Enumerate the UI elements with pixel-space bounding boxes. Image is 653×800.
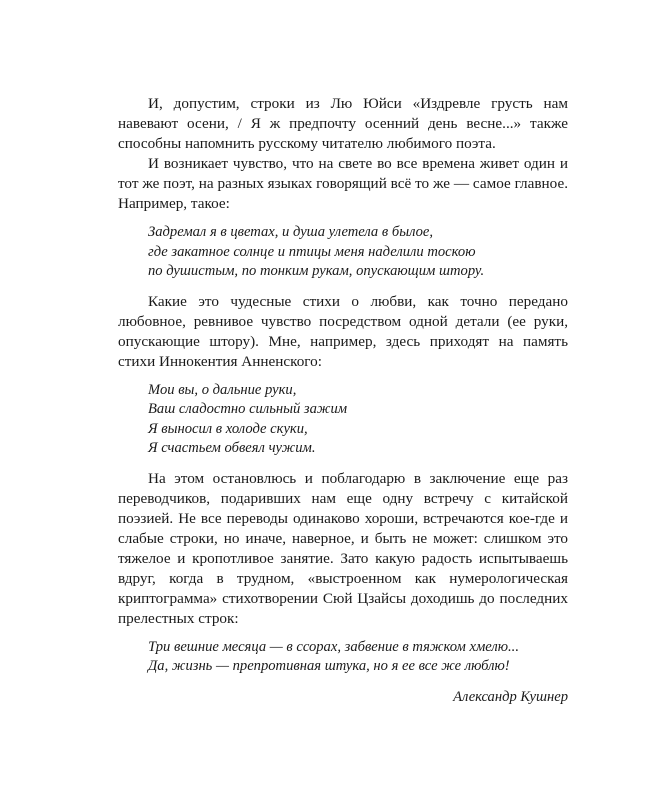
verse-quote xyxy=(148,638,568,677)
paragraph: На этом остановлюсь и поблагодарю в заключение еще раз переводчиков, подаривших нам еще одну встречу с китайской поэзией. Не все переводы одинаково хороши, встречаются кое-где и слабые строки, но иначе, наверное, и быть не может: слишком это тяжелое и кропотливое занятие. Зато какую радость испытываешь вдруг, когда в трудном, «выстроенном как нумерологическая криптограмма» стихотворении Сюй Цзайсы доходишь до последних прелестных строк: xyxy=(118,469,568,627)
author-signature: Александр Кушнер xyxy=(453,688,568,705)
verse-line: Да, жизнь — препротивная штука, но я ее все же люблю! xyxy=(148,658,510,674)
paragraph: И возникает чувство, что на свете во все времена живет один и тот же поэт, на разных языках говорящий всё то же — самое главное. Например, такое: xyxy=(118,155,568,212)
verse-line: Три вешние месяца — в ссорах, забвение в тяжком хмелю... xyxy=(148,638,519,655)
paragraph: Какие это чудесные стихи о любви, как точно передано любовное, ревнивое чувство посредством одной детали (ее руки, опускающие штору). Мне, например, здесь приходят на память стихи Иннокентия Анненского: xyxy=(118,292,568,370)
verse-line: Я выносил в холоде скуки, xyxy=(148,420,308,437)
verse-line: Я счастьем обвеял чужим. xyxy=(148,440,316,456)
verse-line: Задремал я в цветах, и душа улетела в былое, xyxy=(148,224,434,240)
verse-line: где закатное солнце и птицы меня наделили тоскою xyxy=(148,243,476,260)
verse-quote xyxy=(148,381,568,459)
verse-line: Ваш сладостно сильный зажим xyxy=(148,401,348,417)
verse-line: по душистым, по тонким рукам, опускающим штору. xyxy=(148,263,485,279)
verse-line: Мои вы, о дальние руки, xyxy=(148,381,297,398)
paragraph: И, допустим, строки из Лю Юйси «Издревле грусть нам навевают осени, / Я ж предпочту осенний день весне...» также способны напомнить русскому читателю любимого поэта. xyxy=(118,95,568,152)
essay-text xyxy=(118,94,568,707)
verse-quote xyxy=(148,223,568,282)
